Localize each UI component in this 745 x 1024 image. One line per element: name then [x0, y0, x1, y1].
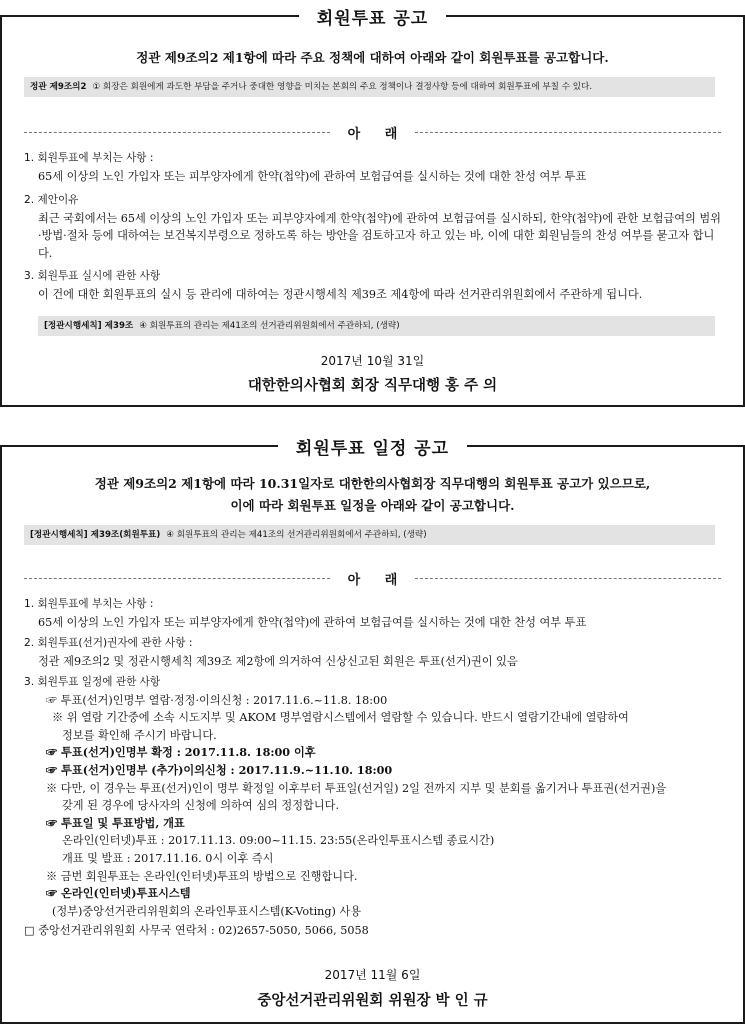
- notice1-reference-box: [24, 77, 715, 97]
- schedule-roll-confirmation: ☞ 투표(선거)인명부 확정 : 2017.11.8. 18:00 이후: [46, 745, 316, 760]
- notice2-section-heading-text: 아 래: [347, 572, 398, 588]
- notice1-title-row: [0, 6, 745, 29]
- notice2-item-2: [24, 635, 721, 670]
- notice1-item-2: [24, 192, 721, 262]
- notice2-intro-line-1: 정관 제9조의2 제1항에 따라 10.31일자로 대한한의사협회장 직무대행의 회원투표 공고가 있으므로,: [94, 476, 651, 491]
- notice2-item-2-body: 정관 제9조의2 및 정관시행세칙 제39조 제2항에 의거하여 신상신고된 회원은 투표(선거)권이 있음: [38, 654, 518, 668]
- notice1-item-1: [24, 150, 721, 185]
- notice1-item-3-head: 3. 회원투표 실시에 관한 사항: [24, 270, 161, 282]
- notice1-title: 회원투표 공고: [316, 8, 429, 29]
- schedule-online-voting-note: ※ 금번 회원투표는 온라인(인터넷)투표의 방법으로 진행합니다.: [46, 869, 358, 883]
- notice1-item-3-body: 이 건에 대한 회원투표의 실시 등 관리에 대하여는 정관시행세칙 제39조 제4항에 따라 선거관리위원회에서 주관하게 됩니다.: [38, 287, 643, 301]
- notice1-rule-reference-label: [정관시행세칙] 제39조: [44, 321, 134, 331]
- notice2-section-heading: [24, 568, 721, 588]
- notice1-item-2-body: 최근 국회에서는 65세 이상의 노인 가입자 또는 피부양자에게 한약(첩약)에 관하여 보험급여를 실시하되, 한약(첩약)에 관한 보험급여의 범위·방법·절차 등에 대하여는 보건복지부령으로 정하도록 하는 방안을 검토하고자 하고 있는 바, 이에 대한 회원님들의 찬성 여부를 묻고자 합니다.: [38, 211, 721, 260]
- notice2-reference-text: ④ 회원투표의 관리는 제41조의 선거관리위원회에서 주관하되, (생략): [166, 530, 427, 540]
- notice2-item-3-head: 3. 회원투표 일정에 관한 사항: [24, 676, 161, 688]
- notice2-item-1-body: 65세 이상의 노인 가입자 또는 피부양자에게 한약(첩약)에 관하여 보험급여를 실시하는 것에 대한 찬성 여부 투표: [38, 615, 587, 629]
- notice1-item-1-body: 65세 이상의 노인 가입자 또는 피부양자에게 한약(첩약)에 관하여 보험급여를 실시하는 것에 대한 찬성 여부 투표: [38, 169, 587, 183]
- notice1-rule-reference-text: ④ 회원투표의 관리는 제41조의 선거관리위원회에서 주관하되, (생략): [139, 321, 400, 331]
- notice1-item-1-head: 1. 회원투표에 부치는 사항 :: [24, 152, 154, 164]
- schedule-objection-note-cont: 갖게 된 경우에 당사자의 신청에 의하여 심의 정정합니다.: [62, 799, 340, 813]
- notice2-reference-box: [24, 525, 715, 545]
- schedule-online-voting-period: 온라인(인터넷)투표 : 2017.11.13. 09:00~11.15. 23:55(온라인투표시스템 종료시간): [62, 834, 495, 848]
- notice1-section-heading-text: 아 래: [347, 126, 398, 142]
- notice1-rule-reference-box: [38, 316, 715, 336]
- notice1-section-heading: [24, 122, 721, 142]
- notice1-date: 2017년 10월 31일: [320, 354, 425, 368]
- notice2-reference-label: [정관시행세칙] 제39조(회원투표): [30, 530, 161, 540]
- notice1-signature: 대한한의사협회 회장 직무대행 홍 주 의: [247, 378, 498, 394]
- schedule-additional-objection: ☞ 투표(선거)인명부 (추가)이의신청 : 2017.11.9.~11.10. 18:00: [46, 762, 393, 777]
- notice2-date: 2017년 11월 6일: [324, 968, 421, 982]
- notice1-reference-text: ① 회장은 회원에게 과도한 부담을 주거나 중대한 영향을 미치는 본회의 주요 정책이나 결정사항 등에 대하여 회원투표에 부칠 수 있다.: [92, 82, 593, 92]
- notice2-intro-line-2: 이에 따라 회원투표 일정을 아래와 같이 공고합니다.: [230, 498, 515, 513]
- notice1-intro: 정관 제9조의2 제1항에 따라 주요 정책에 대하여 아래와 같이 회원투표를 공고합니다.: [136, 50, 609, 65]
- notice2-item-2-head: 2. 회원투표(선거)권자에 관한 사항 :: [24, 637, 193, 649]
- schedule-roll-inspection-note-cont: 정보를 확인해 주시기 바랍니다.: [62, 728, 217, 742]
- schedule-k-voting-usage: (정부)중앙선거관리위원회의 온라인투표시스템(K-Voting) 사용: [52, 904, 362, 918]
- schedule-roll-inspection: ☞ 투표(선거)인명부 열람·정정·이의신청 : 2017.11.6.~11.8. 18:00: [46, 693, 388, 707]
- notice-voting-schedule: [0, 438, 745, 1024]
- schedule-roll-inspection-note: ※ 위 열람 기간중에 소속 시도지부 및 AKOM 명부열람시스템에서 열람할 수 있습니다. 반드시 열람기간내에 열람하여: [52, 711, 629, 725]
- notice2-item-3: [24, 674, 721, 920]
- schedule-objection-note: ※ 다만, 이 경우는 투표(선거)인이 명부 확정일 이후부터 투표일(선거일) 2일 전까지 지부 및 분회를 옮기거나 투표권(선거권)을: [46, 781, 667, 795]
- notice2-signature: 중앙선거관리위원회 위원장 박 인 규: [257, 993, 488, 1009]
- notice2-item-1: [24, 596, 721, 631]
- schedule-online-voting-system: ☞ 온라인(인터넷)투표시스템: [46, 886, 191, 901]
- notice1-item-3: [24, 268, 721, 303]
- notice1-reference-label: 정관 제9조의2: [30, 82, 87, 92]
- notice2-item-1-head: 1. 회원투표에 부치는 사항 :: [24, 598, 154, 610]
- notice2-title: 회원투표 일정 공고: [295, 438, 450, 459]
- notice-voting-announcement: [0, 8, 745, 407]
- schedule-voting-date-method: ☞ 투표일 및 투표방법, 개표: [46, 815, 185, 830]
- schedule-counting-announcement: 개표 및 발표 : 2017.11.16. 0시 이후 즉시: [62, 851, 274, 865]
- notice2-contact: □ 중앙선거관리위원회 사무국 연락처 : 02)2657-5050, 5066, 5058: [24, 924, 369, 937]
- notice1-item-2-head: 2. 제안이유: [24, 194, 79, 206]
- notice2-title-row: [0, 436, 745, 459]
